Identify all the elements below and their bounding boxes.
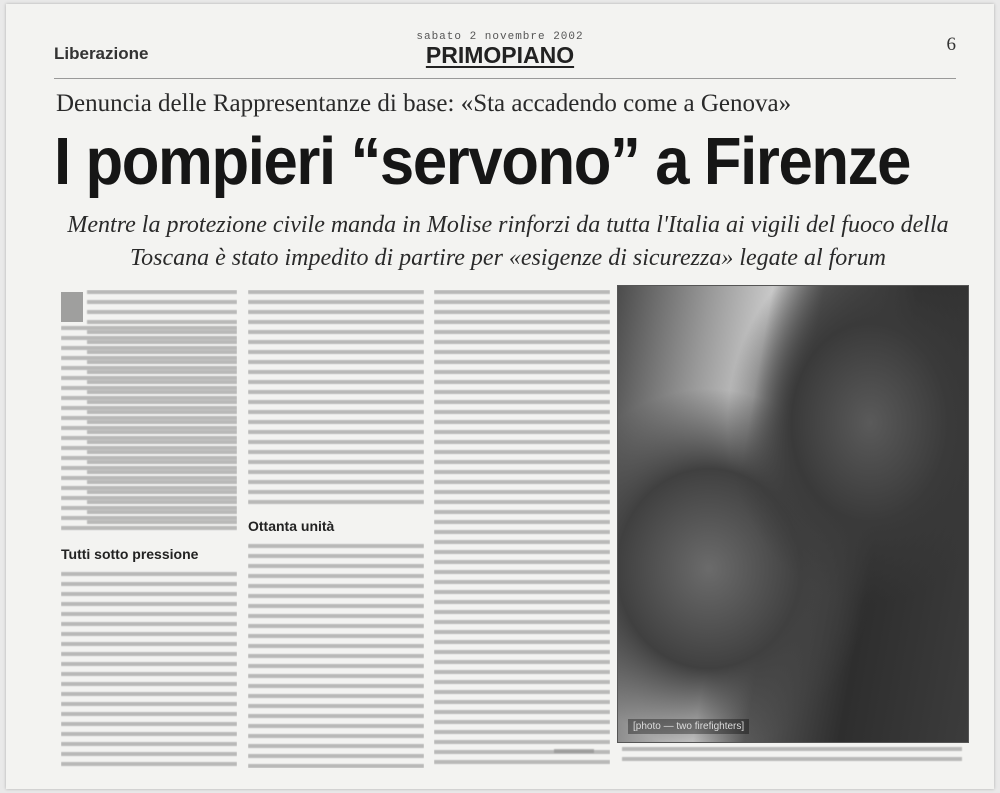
body-text-placeholder bbox=[434, 290, 610, 768]
photo-caption-placeholder bbox=[622, 747, 962, 761]
page-number: 6 bbox=[946, 34, 956, 55]
headline: I pompieri “servono” a Firenze bbox=[54, 124, 911, 199]
body-text-placeholder bbox=[248, 544, 424, 768]
photo-credit-placeholder bbox=[554, 749, 594, 753]
dateline: sabato 2 novembre 2002 bbox=[416, 31, 584, 43]
section-title: PRIMOPIANO bbox=[425, 42, 575, 68]
body-text-placeholder bbox=[61, 572, 237, 768]
body-text-placeholder bbox=[248, 290, 424, 504]
kicker: Denuncia delle Rappresentanze di base: «Sta accadendo come a Genova» bbox=[56, 90, 792, 117]
drop-cap-placeholder bbox=[61, 292, 83, 322]
subheading: Ottanta unità bbox=[248, 518, 335, 534]
photo-placeholder bbox=[617, 285, 969, 743]
subheading: Tutti sotto pressione bbox=[61, 546, 199, 562]
standfirst: Mentre la protezione civile manda in Molise rinforzi da tutta l'Italia ai vigili del fuoco della Toscana è stato impedito di partire per «esigenze di sicurezza» legate al forum bbox=[67, 212, 949, 271]
body-text-placeholder bbox=[61, 326, 237, 530]
article-column-1 bbox=[61, 290, 237, 768]
article-column-3 bbox=[434, 290, 610, 768]
newspaper-page bbox=[6, 4, 994, 789]
photo-placeholder-label: [photo — two firefighters] bbox=[628, 719, 749, 734]
masthead: Liberazione bbox=[54, 44, 149, 63]
article-column-2 bbox=[248, 290, 424, 768]
header-rule bbox=[54, 78, 956, 79]
